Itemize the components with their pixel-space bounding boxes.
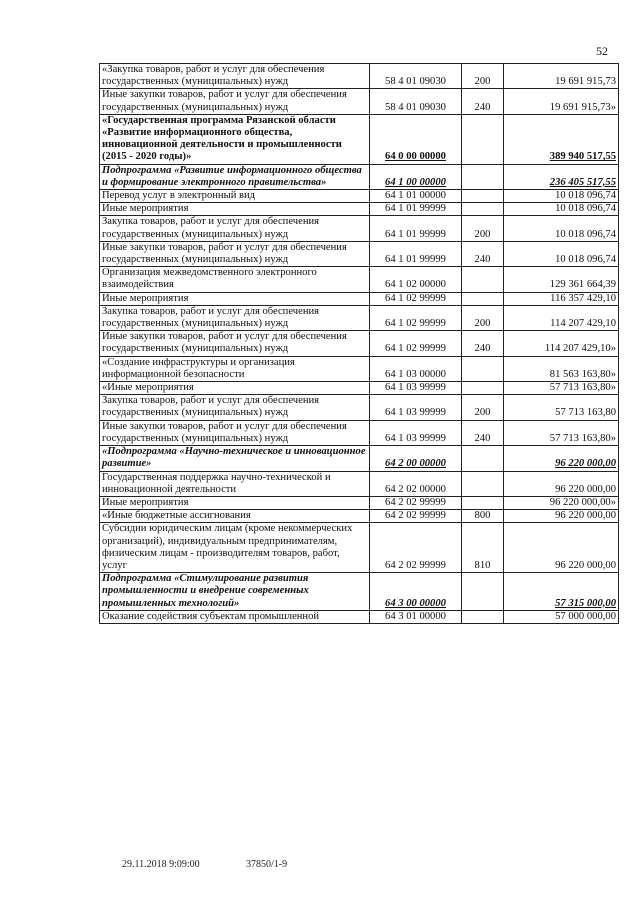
row-amount: 129 361 664,39 [504,267,619,292]
table-row [100,395,619,420]
row-name: Иные мероприятия [100,496,370,509]
row-code: 64 1 03 00000 [370,356,462,381]
row-name: Перевод услуг в электронный вид [100,190,370,203]
row-code: 64 2 02 00000 [370,471,462,496]
table-row [100,471,619,496]
row-expense-type: 810 [462,523,504,573]
row-name: Организация межведомственного электронного взаимодействия [100,267,370,292]
row-amount: 10 018 096,74 [504,203,619,216]
row-expense-type [462,496,504,509]
table-row [100,331,619,356]
row-code: 64 1 01 99999 [370,216,462,241]
row-code: 64 2 02 99999 [370,496,462,509]
row-code: 64 2 00 00000 [370,446,462,471]
row-code: 64 0 00 00000 [370,114,462,164]
page-number: 52 [596,44,608,58]
row-code: 64 1 01 99999 [370,203,462,216]
row-amount: 57 713 163,80 [504,395,619,420]
row-amount: 10 018 096,74 [504,216,619,241]
row-code: 64 1 03 99999 [370,395,462,420]
row-amount: 389 940 517,55 [504,114,619,164]
row-name: Иные закупки товаров, работ и услуг для обеспечения государственных (муниципальных) нужд [100,89,370,114]
row-expense-type: 200 [462,305,504,330]
row-code: 64 1 03 99999 [370,382,462,395]
row-code: 64 1 02 99999 [370,331,462,356]
row-name: «Иные бюджетные ассигнования [100,510,370,523]
row-code: 64 2 02 99999 [370,510,462,523]
table-row [100,510,619,523]
table-row [100,356,619,381]
table-row [100,89,619,114]
row-amount: 19 691 915,73» [504,89,619,114]
table-row [100,446,619,471]
row-code: 64 1 02 99999 [370,292,462,305]
row-name: «Создание инфраструктуры и организация информационной безопасности [100,356,370,381]
row-name: Закупка товаров, работ и услуг для обеспечения государственных (муниципальных) нужд [100,305,370,330]
table-row [100,164,619,189]
row-name: Подпрограмма «Стимулирование развития промышленности и внедрение современных промышленных технологий» [100,573,370,611]
row-expense-type [462,203,504,216]
row-expense-type: 240 [462,241,504,266]
footer-date: 29.11.2018 9:09:00 [122,859,200,870]
row-code: 64 2 02 99999 [370,523,462,573]
budget-table [99,63,619,624]
row-name: Иные мероприятия [100,203,370,216]
row-amount: 114 207 429,10» [504,331,619,356]
row-amount: 57 000 000,00 [504,610,619,623]
row-amount: 96 220 000,00» [504,496,619,509]
row-name: Иные мероприятия [100,292,370,305]
row-name: Подпрограмма «Развитие информационного общества и формирование электронного правительства» [100,164,370,189]
row-code: 64 1 00 00000 [370,164,462,189]
row-expense-type [462,164,504,189]
row-amount: 96 220 000,00 [504,446,619,471]
row-amount: 57 315 000,00 [504,573,619,611]
row-amount: 57 713 163,80» [504,382,619,395]
row-code: 64 1 02 00000 [370,267,462,292]
row-amount: 10 018 096,74 [504,241,619,266]
table-row [100,523,619,573]
table-row [100,190,619,203]
footer-doc-number: 37850/1-9 [246,859,288,870]
row-code: 64 1 01 99999 [370,241,462,266]
table-row [100,241,619,266]
row-expense-type: 800 [462,510,504,523]
row-name: Иные закупки товаров, работ и услуг для обеспечения государственных (муниципальных) нужд [100,331,370,356]
table-row [100,496,619,509]
row-expense-type [462,382,504,395]
row-name: «Закупка товаров, работ и услуг для обеспечения государственных (муниципальных) нужд [100,64,370,89]
row-expense-type [462,292,504,305]
row-expense-type: 240 [462,89,504,114]
row-amount: 10 018 096,74 [504,190,619,203]
row-name: «Иные мероприятия [100,382,370,395]
table-row [100,203,619,216]
row-expense-type [462,267,504,292]
row-amount: 19 691 915,73 [504,64,619,89]
row-expense-type [462,471,504,496]
row-name: Иные закупки товаров, работ и услуг для обеспечения государственных (муниципальных) нужд [100,420,370,445]
row-expense-type [462,610,504,623]
row-name: Закупка товаров, работ и услуг для обеспечения государственных (муниципальных) нужд [100,395,370,420]
table-row [100,292,619,305]
row-code: 64 3 01 00000 [370,610,462,623]
row-amount: 236 405 517,55 [504,164,619,189]
row-name: «Подпрограмма «Научно-техническое и инновационное развитие» [100,446,370,471]
row-code: 64 3 00 00000 [370,573,462,611]
row-expense-type: 200 [462,64,504,89]
row-expense-type [462,356,504,381]
table-body [100,64,619,624]
row-expense-type [462,114,504,164]
row-expense-type [462,573,504,611]
row-name: Закупка товаров, работ и услуг для обеспечения государственных (муниципальных) нужд [100,216,370,241]
table-row [100,610,619,623]
row-code: 64 1 01 00000 [370,190,462,203]
table-row [100,420,619,445]
table-row [100,114,619,164]
row-name: Субсидии юридическим лицам (кроме некоммерческих организаций), индивидуальным предпринимателям, физическим лицам - производителям товаров, работ, услуг [100,523,370,573]
row-amount: 116 357 429,10 [504,292,619,305]
row-name: Оказание содействия субъектам промышленной [100,610,370,623]
row-expense-type: 200 [462,395,504,420]
row-expense-type: 240 [462,420,504,445]
row-code: 64 1 02 99999 [370,305,462,330]
row-amount: 96 220 000,00 [504,471,619,496]
row-expense-type [462,190,504,203]
row-expense-type: 200 [462,216,504,241]
row-name: Иные закупки товаров, работ и услуг для обеспечения государственных (муниципальных) нужд [100,241,370,266]
row-amount: 114 207 429,10 [504,305,619,330]
row-code: 58 4 01 09030 [370,64,462,89]
row-amount: 81 563 163,80» [504,356,619,381]
row-expense-type [462,446,504,471]
table-row [100,305,619,330]
row-amount: 96 220 000,00 [504,510,619,523]
table-row [100,216,619,241]
row-amount: 57 713 163,80» [504,420,619,445]
table-row [100,573,619,611]
row-amount: 96 220 000,00 [504,523,619,573]
row-name: «Государственная программа Рязанской области «Развитие информационного общества, инновационной деятельности и промышленности (2015 - 2020 годы)» [100,114,370,164]
row-name: Государственная поддержка научно-технической и инновационной деятельности [100,471,370,496]
row-expense-type: 240 [462,331,504,356]
table-row [100,267,619,292]
row-code: 64 1 03 99999 [370,420,462,445]
table-row [100,64,619,89]
table-row [100,382,619,395]
row-code: 58 4 01 09030 [370,89,462,114]
